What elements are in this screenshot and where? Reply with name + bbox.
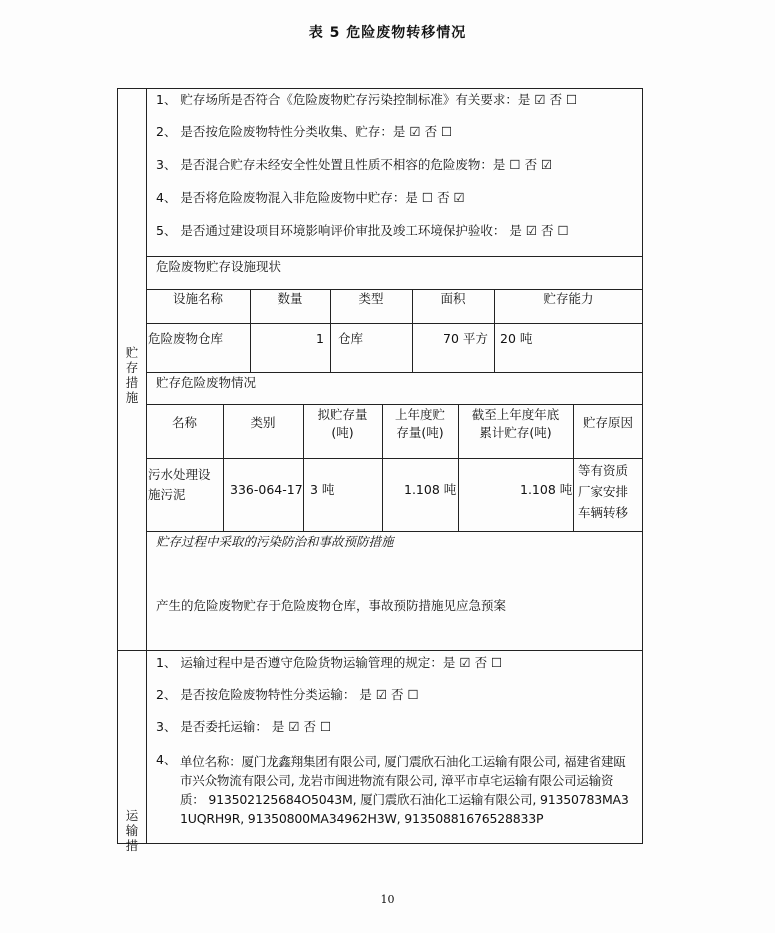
rule-facility-row xyxy=(146,323,643,324)
waste-cell-cumulative: 1.108 吨 xyxy=(520,482,573,497)
storage-question-5: 5、 是否通过建设项目环境影响评价审批及竣工环境保护验收： 是 ☑ 否 ☐ xyxy=(156,223,569,238)
facility-cell-count: 1 xyxy=(316,331,324,346)
waste-header-last-year: 上年度贮 存量(吨) xyxy=(394,407,445,440)
waste-header-cumulative: 截至上年度年底 累计贮存(吨) xyxy=(471,407,560,440)
transport-question-3: 3、 是否委托运输： 是 ☑ 否 ☐ xyxy=(156,719,332,734)
rule-measures-top xyxy=(146,531,643,532)
waste-cell-category: 336-064-17 xyxy=(230,482,303,497)
measures-text: 产生的危险废物贮存于危险废物仓库，事故预防措施见应急预案 xyxy=(156,598,507,613)
facility-header-capacity: 贮存能力 xyxy=(543,291,594,306)
facility-header-name: 设施名称 xyxy=(172,291,223,306)
measures-heading: 贮存过程中采取的污染防治和事故预防措施 xyxy=(156,534,394,549)
rule-waste-top xyxy=(146,372,643,373)
storage-question-4: 4、 是否将危险废物混入非危险废物中贮存：是 ☐ 否 ☑ xyxy=(156,190,465,205)
storage-side-label: 贮存措施 xyxy=(125,345,139,405)
transport-unit-prefix: 4、 xyxy=(156,752,177,767)
facility-cell-type: 仓库 xyxy=(338,331,364,346)
storage-question-3: 3、 是否混合贮存未经安全性处置且性质不相容的危险废物：是 ☐ 否 ☑ xyxy=(156,157,553,172)
waste-cell-reason: 等有资质厂家安排车辆转移 xyxy=(578,463,629,520)
rule-facility-top xyxy=(146,256,643,257)
facility-header-count: 数量 xyxy=(277,291,303,306)
storage-question-1: 1、 贮存场所是否符合《危险废物贮存污染控制标准》有关要求：是 ☑ 否 ☐ xyxy=(156,92,578,107)
facility-cell-capacity: 20 吨 xyxy=(500,331,533,346)
waste-cell-name: 污水处理设施污泥 xyxy=(148,467,211,502)
waste-header-name: 名称 xyxy=(171,415,197,430)
table-title: 表 5 危险废物转移情况 xyxy=(308,25,467,41)
facility-header-area: 面积 xyxy=(440,291,466,306)
storage-question-2: 2、 是否按危险废物特性分类收集、贮存：是 ☑ 否 ☐ xyxy=(156,124,453,139)
facility-header-type: 类型 xyxy=(358,291,384,306)
section-divider xyxy=(117,650,643,651)
facility-cell-name: 危险废物仓库 xyxy=(148,331,224,346)
waste-cell-planned: 3 吨 xyxy=(310,482,335,497)
waste-cell-last-year: 1.108 吨 xyxy=(404,482,457,497)
transport-side-label: 运输措 xyxy=(125,808,139,853)
transport-question-1: 1、 运输过程中是否遵守危险货物运输管理的规定：是 ☑ 否 ☐ xyxy=(156,655,503,670)
transport-unit-text: 单位名称：厦门龙鑫翔集团有限公司, 厦门震欣石油化工运输有限公司, 福建省建瓯市兴众物流有限公司, 龙岩市闽进物流有限公司, 漳平市卓宅运输有限公司运输资质： 913502125684O5043M, 厦门震欣石油化工运输有限公司, 91350783MA31UQRH9R, 91350800MA34962H3W, 91350881676528833P xyxy=(180,754,629,826)
rule-waste-row xyxy=(146,458,643,459)
side-column-divider xyxy=(146,88,147,844)
waste-header-category: 类别 xyxy=(250,415,276,430)
page-number: 10 xyxy=(380,893,395,906)
facility-heading: 危险废物贮存设施现状 xyxy=(156,259,282,274)
waste-header-planned: 拟贮存量 (吨) xyxy=(317,407,368,440)
waste-header-reason: 贮存原因 xyxy=(582,415,633,430)
facility-cell-area: 70 平方 xyxy=(443,331,488,346)
transport-question-2: 2、 是否按危险废物特性分类运输： 是 ☑ 否 ☐ xyxy=(156,687,419,702)
waste-heading: 贮存危险废物情况 xyxy=(156,375,257,390)
rule-waste-header xyxy=(146,404,643,405)
